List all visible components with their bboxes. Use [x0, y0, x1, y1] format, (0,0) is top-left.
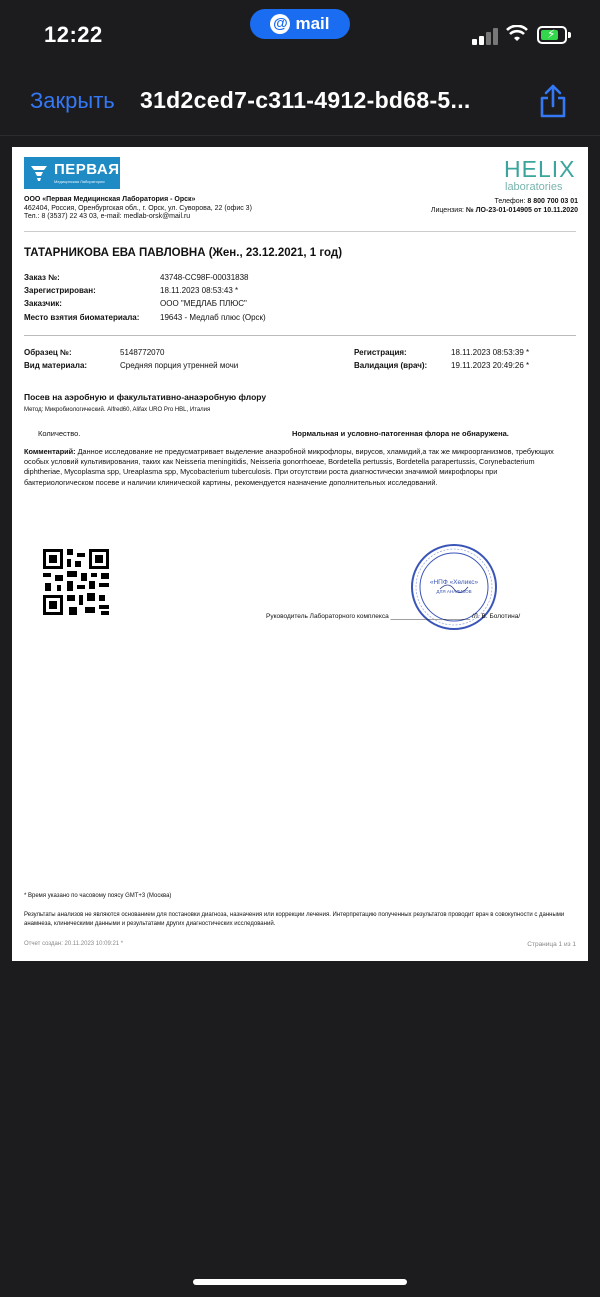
patient-name: ТАТАРНИКОВА ЕВА ПАВЛОВНА (Жен., 23.12.2021, 1 год)	[24, 247, 343, 259]
sample-value: 5148772070	[120, 348, 165, 357]
sampling-place-value: 19643 - Медлаб плюс (Орск)	[160, 313, 266, 322]
divider	[24, 231, 576, 232]
lab-address-block: ООО «Первая Медицинская Лаборатория - Орск» 462404, Россия, Оренбургская обл., г. Орск, ул. Суворова, 22 (офис 3) Тел.: 8 (3537) 22 43 03, e-mail: medlab-orsk@mail.ru	[24, 196, 252, 220]
svg-text:«НПФ «Хеликс»: «НПФ «Хеликс»	[429, 579, 479, 586]
customer-value: ООО "МЕДЛАБ ПЛЮС"	[160, 299, 247, 308]
status-bar	[0, 0, 600, 70]
registration-label: Регистрация:	[354, 348, 407, 357]
signature-line: Руководитель Лабораторного комплекса ______________________ /Л. В. Болотина/	[266, 613, 521, 620]
divider	[24, 335, 576, 336]
validation-value: 19.11.2023 20:49:26 *	[451, 361, 530, 370]
quantity-result: Нормальная и условно-патогенная флора не обнаружена.	[292, 429, 509, 438]
order-number-value: 43748-CC98F-00031838	[160, 273, 249, 282]
helix-logo-sub: laboratories	[505, 181, 563, 193]
charging-bolt-icon: ⚡	[547, 27, 556, 41]
lab-contacts: Телефон: 8 800 700 03 01 Лицензия: № ЛО-23-01-014905 от 10.11.2020	[430, 198, 578, 214]
comment: Комментарий: Данное исследование не предусматривает выделение анаэробной микрофлоры, вирусов, хламидий,а так же микроорганизмов, требующих особых условий культивирования, таких как Neisseria meningitidis, Neisseria gonorrhoeae, Bordetella pertussis, Bordetella parapertussis, Corynebacterium diphtheriae, Mycoplasma spp, Ureaplasma spp, Mycobacterium tuberculosis. При отсутствии роста диагностически значимой микрофлоры при бактериологическом посеве и наличии клинической картины, рекомендуется назначение дополнительных исследований.	[24, 447, 554, 487]
quantity-label: Количество.	[38, 429, 81, 438]
sampling-place-row: Место взятия биоматериала:	[24, 313, 140, 322]
timezone-footnote: * Время указано по часовому поясу GMT+3 (Москва)	[24, 893, 172, 899]
home-indicator[interactable]	[193, 1279, 407, 1285]
at-icon: @	[270, 14, 290, 34]
customer-row: Заказчик:	[24, 299, 62, 308]
material-label: Вид материала:	[24, 361, 88, 370]
clock: 12:22	[44, 22, 103, 47]
logo-mark-icon	[30, 164, 48, 182]
report-created: Отчет создан: 20.11.2023 10:09:21 *	[24, 941, 124, 947]
test-title: Посев на аэробную и факультативно-анаэробную флору	[24, 392, 267, 402]
order-number-row: Заказ №:	[24, 273, 60, 282]
qr-code	[43, 549, 109, 615]
file-title: 31d2ced7-c311-4912-bd68-5...	[140, 87, 471, 113]
registered-row: Зарегистрирован:	[24, 286, 96, 295]
helix-logo: HELIX	[504, 156, 576, 182]
material-value: Средняя порция утренней мочи	[120, 361, 239, 370]
registered-value: 18.11.2023 08:53:43 *	[160, 286, 239, 295]
disclaimer: Результаты анализов не являются основанием для постановки диагноза, назначения или коррекции лечения. Интерпретацию полученных результатов проводит врач в совокупности с данными анамнеза, клиническими данными и результатами других диагностических исследований.	[24, 912, 565, 927]
wifi-icon	[506, 25, 528, 43]
lab-report-document[interactable]	[12, 147, 588, 961]
test-method: Метод: Микробиологический. Alfred60, Alifax URO Pro HBL, Италия	[24, 407, 211, 413]
close-button[interactable]: Закрыть	[30, 88, 115, 113]
mail-app-label: mail	[295, 14, 330, 33]
share-icon[interactable]	[538, 84, 568, 118]
pervaya-lab-logo: ПЕРВАЯ Медицинская Лаборатория	[24, 157, 120, 189]
battery-icon	[537, 26, 567, 44]
page-number: Страница 1 из 1	[527, 941, 576, 948]
svg-text:ДЛЯ АНАЛИЗОВ: ДЛЯ АНАЛИЗОВ	[436, 589, 472, 594]
registration-value: 18.11.2023 08:53:39 *	[451, 348, 530, 357]
document-viewer-navbar	[0, 70, 600, 136]
sample-label: Образец №:	[24, 348, 72, 357]
return-to-mail-pill[interactable]	[250, 9, 350, 39]
cellular-signal-icon	[472, 27, 500, 45]
validation-label: Валидация (врач):	[354, 361, 428, 370]
